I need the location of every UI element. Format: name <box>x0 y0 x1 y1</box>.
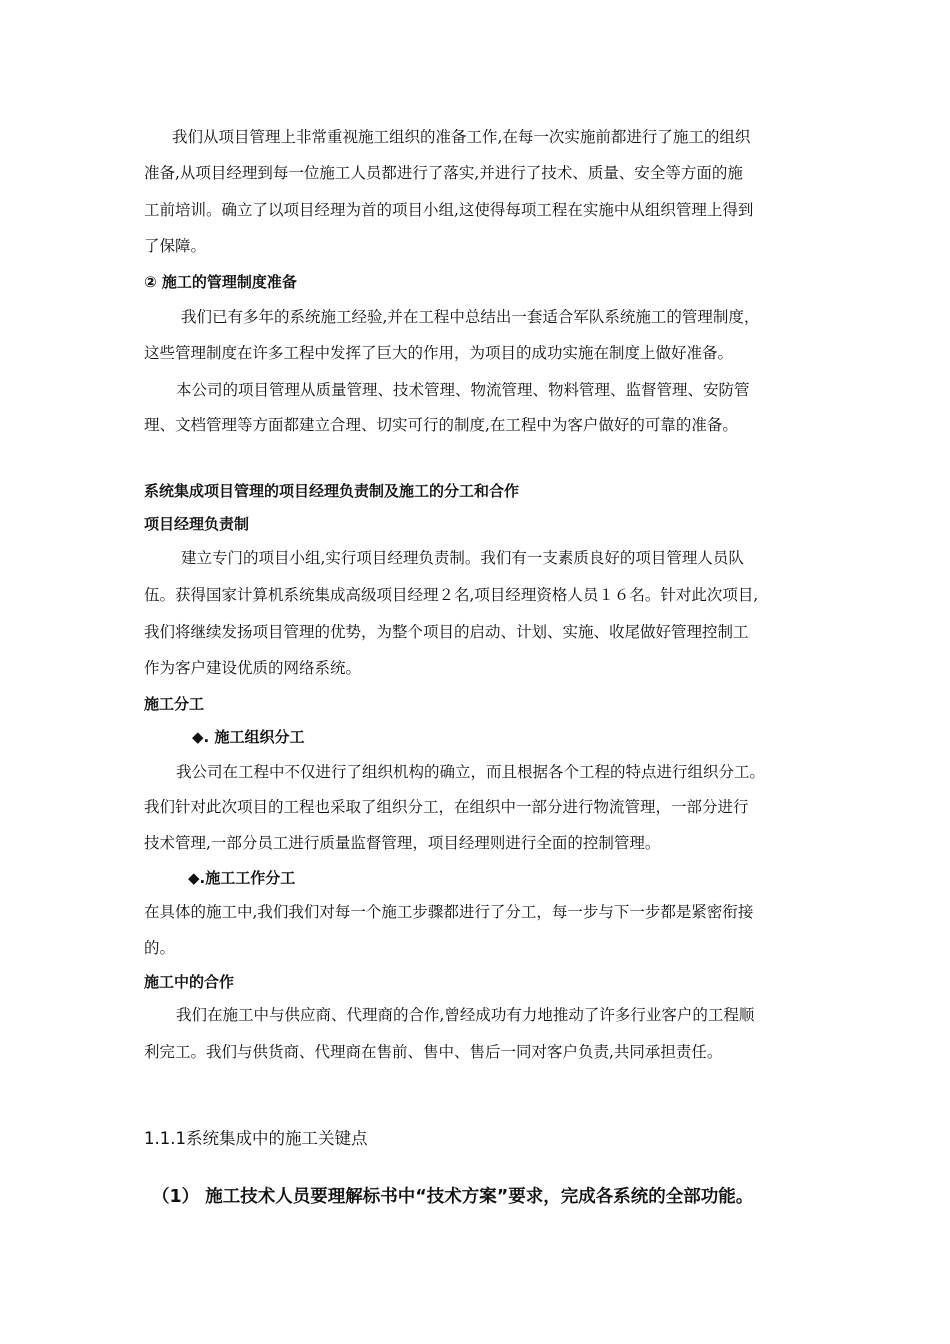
bullet-heading: ◆. 施工组织分工 <box>192 728 305 746</box>
paragraph-line: 的。 <box>144 939 176 957</box>
paragraph-line: 建立专门的项目小组,实行项目经理负责制。我们有一支素质良好的项目管理人员队 <box>181 549 744 567</box>
paragraph-line: 我公司在工程中不仅进行了组织机构的确立，而且根据各个工程的特点进行组织分工。 <box>176 763 766 781</box>
subsection-heading: 项目经理负责制 <box>144 515 250 533</box>
section-heading: 系统集成项目管理的项目经理负责制及施工的分工和合作 <box>144 482 520 500</box>
paragraph-line: 我们从项目管理上非常重视施工组织的准备工作,在每一次实施前都进行了施工的组织 <box>172 128 751 146</box>
key-point-item: （1） 施工技术人员要理解标书中“技术方案”要求，完成各系统的全部功能。 <box>152 1187 754 1207</box>
paragraph-line: 理、文档管理等方面都建立合理、切实可行的制度,在工程中为客户做好的可靠的准备。 <box>144 416 738 434</box>
bullet-heading: ◆.施工工作分工 <box>188 869 296 887</box>
numbered-heading: 1.1.1系统集成中的施工关键点 <box>144 1129 368 1148</box>
section-heading: ② 施工的管理制度准备 <box>144 273 297 291</box>
subsection-heading: 施工中的合作 <box>144 973 235 991</box>
subsection-heading: 施工分工 <box>144 695 205 713</box>
paragraph-line: 在具体的施工中,我们我们对每一个施工步骤都进行了分工，每一步与下一步都是紧密衔接 <box>144 903 754 921</box>
paragraph-line: 了保障。 <box>144 237 207 255</box>
paragraph-line: 我们已有多年的系统施工经验,并在工程中总结出一套适合军队系统施工的管理制度， <box>181 308 760 326</box>
paragraph-line: 我们将继续发扬项目管理的优势，为整个项目的启动、计划、实施、收尾做好管理控制工 <box>144 623 749 641</box>
paragraph-line: 我们针对此次项目的工程也采取了组织分工，在组织中一部分进行物流管理，一部分进行 <box>144 798 749 816</box>
paragraph-line: 利完工。我们与供货商、代理商在售前、售中、售后一同对客户负责,共同承担责任。 <box>144 1043 723 1061</box>
paragraph-line: 我们在施工中与供应商、代理商的合作,曾经成功有力地推动了许多行业客户的工程顺 <box>176 1006 755 1024</box>
paragraph-line: 本公司的项目管理从质量管理、技术管理、物流管理、物料管理、监督管理、安防管 <box>176 381 750 399</box>
paragraph-line: 工前培训。确立了以项目经理为首的项目小组,这使得每项工程在实施中从组织管理上得到 <box>144 201 754 219</box>
paragraph-line: 这些管理制度在许多工程中发挥了巨大的作用，为项目的成功实施在制度上做好准备。 <box>144 344 734 362</box>
paragraph-line: 伍。获得国家计算机系统集成高级项目经理２名,项目经理资格人员１６名。针对此次项目, <box>144 586 759 604</box>
paragraph-line: 作为客户建设优质的网络系统。 <box>144 659 362 677</box>
paragraph-line: 技术管理,一部分员工进行质量监督管理，项目经理则进行全面的控制管理。 <box>144 834 661 852</box>
paragraph-line: 准备,从项目经理到每一位施工人员都进行了落实,并进行了技术、质量、安全等方面的施 <box>144 164 743 182</box>
